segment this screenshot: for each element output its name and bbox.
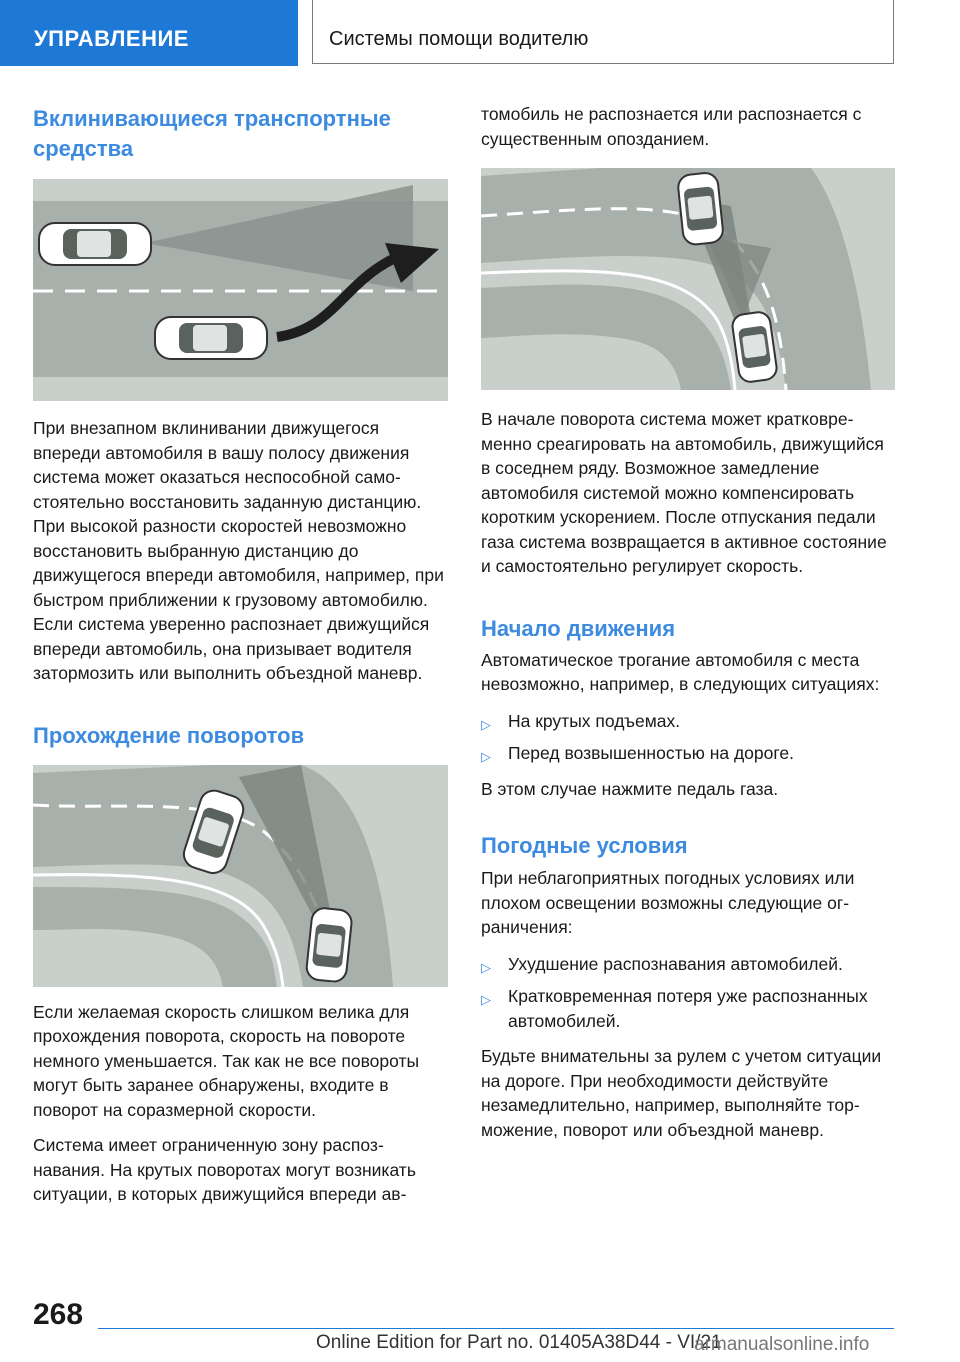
- section-title: УПРАВЛЕНИЕ: [34, 26, 189, 51]
- section-tab: [0, 0, 298, 66]
- paragraph-starting-off: Автоматическое трогание автомобиля с места невозможно, например, в следующих ситуациях:: [481, 649, 880, 694]
- bullet-list-weather: [481, 952, 896, 1034]
- cornering-illustration-1: [33, 765, 448, 987]
- triangle-bullet-icon: ▷: [481, 716, 491, 732]
- triangle-bullet-icon: ▷: [481, 959, 491, 975]
- bullet-list-starting: [481, 709, 896, 766]
- right-column: [481, 100, 896, 1142]
- heading-starting-off: Начало движения: [481, 615, 676, 641]
- left-column: [33, 100, 448, 1207]
- paragraph-detection-zone: Система имеет ограниченную зону распознавания. На крутых поворотах могут возникать ситуации, в которых движущийся впереди ав-: [33, 1135, 416, 1204]
- list-item: ▷ Перед возвышенностью на дороге.: [481, 741, 896, 766]
- heading-cornering: Прохождение поворотов: [33, 722, 305, 748]
- cut-in-illustration: [33, 179, 448, 401]
- list-item: ▷ Ухудшение распознавания автомобилей.: [481, 952, 896, 977]
- paragraph-continued: томобиль не распознается или распознается с существенным опозданием.: [481, 104, 862, 149]
- paragraph-cut-in: При внезапном вклинивании движущегося впереди автомобиля в вашу полосу движения система может оказаться неспособной самостоятельно восстановить заданную дистанцию. При высокой разности скоростей невозможно восстановить выбранную дистанцию до движущегося впереди автомобиля, например, при быстром приближении к грузовому автомобилю. Если система уверенно распознает движущийся впереди автомобиль, она призывает водителя затормозить или выполнить объездной маневр.: [33, 418, 444, 683]
- triangle-bullet-icon: ▷: [481, 749, 491, 764]
- edition-text: Online Edition for Part no. 01405A38D44 - VI/21: [316, 1332, 722, 1353]
- paragraph-attention: Будьте внимательны за рулем с учетом ситуации на дороге. При необходимости действуйте незамедлительно, например, выполняйте торможение, поворот или объездной маневр.: [481, 1046, 882, 1140]
- list-item: ▷ На крутых подъемах.: [481, 709, 896, 734]
- footer-divider: [98, 1328, 894, 1329]
- paragraph-press-pedal: В этом случае нажмите педаль газа.: [481, 778, 779, 799]
- cornering-illustration-2: [481, 168, 895, 390]
- page-number: 268: [33, 1298, 84, 1331]
- chapter-tab: [312, 0, 894, 64]
- heading-weather: Погодные условия: [481, 833, 688, 858]
- paragraph-weather: При неблагоприятных погодных условиях или плохом освещении возможны следующие ограничения:: [481, 868, 855, 937]
- paragraph-adjacent-lane: В начале поворота система может кратковременно среагировать на автомобиль, движущийся в соседнем ряду. Возможное замедление автомобиля системой можно компенсировать коротким ускорением. После отпускания педали газа система возвращается в активное состояние и самостоятельно регулирует скорость.: [481, 409, 887, 576]
- heading-cut-in-vehicles: Вклинивающиеся транспортные средства: [33, 106, 391, 161]
- paragraph-cornering-speed: Если желаемая скорость слишком велика для прохождения поворота, скорость на повороте немного уменьшается. Так как не все повороты могут быть заранее обнаружены, входите в поворот на соразмерной скорости.: [33, 1001, 420, 1120]
- watermark-text: armanualsonline.info: [694, 1334, 870, 1355]
- list-item: ▷ Кратковременная потеря уже распознанных автомобилей.: [481, 986, 868, 1031]
- chapter-title: Системы помощи водителю: [329, 28, 589, 50]
- triangle-bullet-icon: ▷: [481, 992, 491, 1007]
